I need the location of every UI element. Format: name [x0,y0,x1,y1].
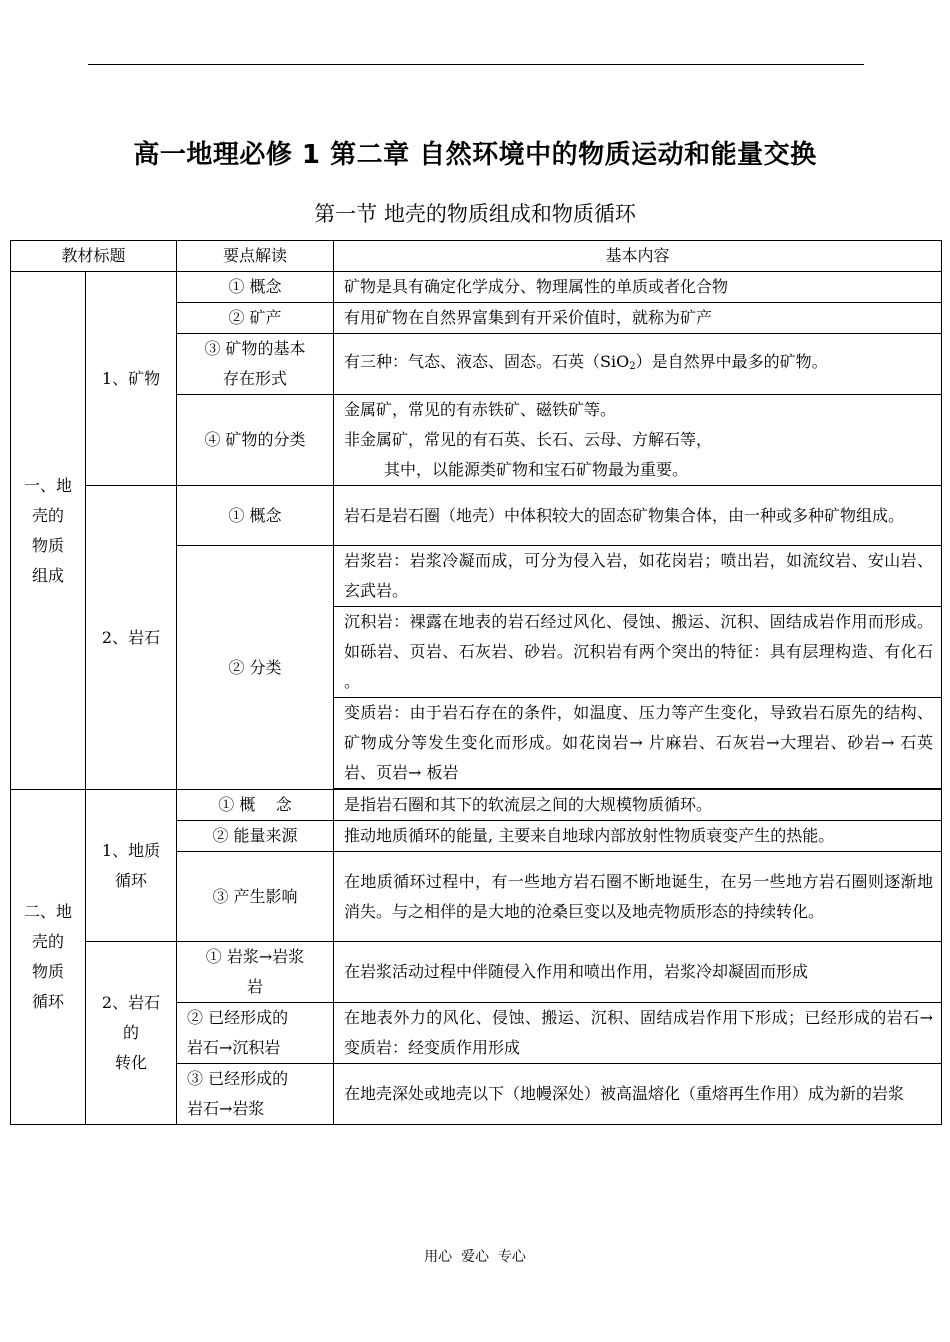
transform-r3-text: 在地壳深处或地壳以下（地幔深处）被高温熔化（重熔再生作用）成为新的岩浆 [334,1064,942,1125]
table-row [11,942,942,1003]
mineral-topic: 1、矿物 [86,272,177,486]
rock-topic: 2、岩石 [86,486,177,790]
rock-concept-label: ① 概念 [177,486,334,546]
header-rule [88,64,864,65]
section-subtitle: 第一节 地壳的物质组成和物质循环 [314,202,636,226]
content-table [10,240,942,1125]
header-cell-content: 基本内容 [334,241,942,272]
transform-r2-label: ② 已经形成的 岩石→沉积岩 [177,1003,334,1064]
mineral-class-label: ④ 矿物的分类 [177,395,334,486]
effect-label: ③ 产生影响 [177,852,334,942]
transform-r3-label: ③ 已经形成的 岩石→岩浆 [177,1064,334,1125]
mineral-concept-label: ① 概念 [177,272,334,303]
geocycle-concept-label: ① 概 念 [177,790,334,821]
page-footer: 用心 爱心 专心 [424,1249,526,1265]
geocycle-topic: 1、地质 循环 [86,790,177,942]
ore-label: ② 矿产 [177,303,334,334]
transform-r1-label: ① 岩浆→岩浆 岩 [177,942,334,1003]
mineral-class-text: 金属矿，常见的有赤铁矿、磁铁矿等。 非金属矿，常见的有石英、长石、云母、方解石等， 其中，以能源类矿物和宝石矿物最为重要。 [334,395,942,486]
table-row [11,486,942,546]
header-cell-title: 教材标题 [11,241,177,272]
energy-text: 推动地质循环的能量, 主要来自地球内部放射性物质衰变产生的热能。 [334,821,942,852]
effect-text: 在地质循环过程中，有一些地方岩石圈不断地诞生，在另一些地方岩石圈则逐渐地消失。与之相伴的是大地的沧桑巨变以及地壳物质形态的持续转化。 [334,852,942,942]
energy-label: ② 能量来源 [177,821,334,852]
sedimentary-text: 沉积岩：裸露在地表的岩石经过风化、侵蚀、搬运、沉积、固结成岩作用而形成。如砾岩、页岩、石灰岩、砂岩。沉积岩有两个突出的特征：具有层理构造、有化石 。 [334,607,942,698]
rock-concept-text: 岩石是岩石圈（地壳）中体积较大的固态矿物集合体，由一种或多种矿物组成。 [334,486,942,546]
ore-text: 有用矿物在自然界富集到有开采价值时，就称为矿产 [334,303,942,334]
page-title: 高一地理必修 1 第二章 自然环境中的物质运动和能量交换 [133,140,817,170]
table-header-row [11,241,942,272]
table-row [11,272,942,303]
forms-label: ③ 矿物的基本 存在形式 [177,334,334,395]
transform-r1-text: 在岩浆活动过程中伴随侵入作用和喷出作用，岩浆冷却凝固而形成 [334,942,942,1003]
forms-text: 有三种：气态、液态、固态。石英（SiO$_2$）是自然界中最多的矿物。 [334,334,942,395]
section2-title: 二、地 壳的 物质 循环 [11,790,86,1125]
rock-class-label: ② 分类 [177,546,334,790]
geocycle-concept-text: 是指岩石圈和其下的软流层之间的大规模物质循环。 [334,790,942,821]
transform-r2-text: 在地表外力的风化、侵蚀、搬运、沉积、固结成岩作用下形成；已经形成的岩石→变质岩：经变质作用形成 [334,1003,942,1064]
section1-title: 一、地 壳的 物质 组成 [11,272,86,790]
mineral-concept-text: 矿物是具有确定化学成分、物理属性的单质或者化合物 [334,272,942,303]
table-row [11,790,942,821]
transform-topic: 2、岩石 的 转化 [86,942,177,1125]
header-cell-points: 要点解读 [177,241,334,272]
metamorphic-text: 变质岩：由于岩石存在的条件，如温度、压力等产生变化，导致岩石原先的结构、矿物成分等发生变化而形成。如花岗岩→ 片麻岩、石灰岩→大理岩、砂岩→ 石英岩、页岩→ 板岩 [334,698,942,789]
igneous-text: 岩浆岩：岩浆冷凝而成，可分为侵入岩，如花岗岩；喷出岩，如流纹岩、安山岩、玄武岩。 [334,546,942,607]
